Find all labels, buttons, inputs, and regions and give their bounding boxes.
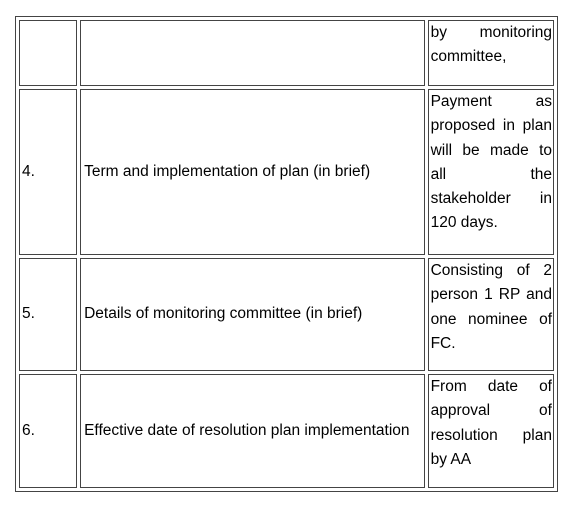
table-row <box>19 374 554 488</box>
row-description-cell: Term and implementation of plan (in brief) <box>80 89 425 255</box>
row-description-cell: Effective date of resolution plan implementation <box>80 374 425 488</box>
resolution-plan-table <box>15 16 558 492</box>
row-description-cell: Details of monitoring committee (in brief) <box>80 258 425 371</box>
row-number-cell <box>19 20 77 86</box>
row-value-cell: Consisting of 2 person 1 RP and one nominee of FC. <box>428 258 554 371</box>
row-number-cell: 6. <box>19 374 77 488</box>
row-value-cell: by monitoring committee, <box>428 20 554 86</box>
row-description-cell <box>80 20 425 86</box>
table-row <box>19 89 554 255</box>
table-row <box>19 20 554 86</box>
table-row <box>19 258 554 371</box>
row-value-cell: From date of approval of resolution plan by AA <box>428 374 554 488</box>
row-number-cell: 5. <box>19 258 77 371</box>
row-number-cell: 4. <box>19 89 77 255</box>
row-value-cell: Payment as proposed in plan will be made to all the stakeholder in 120 days. <box>428 89 554 255</box>
